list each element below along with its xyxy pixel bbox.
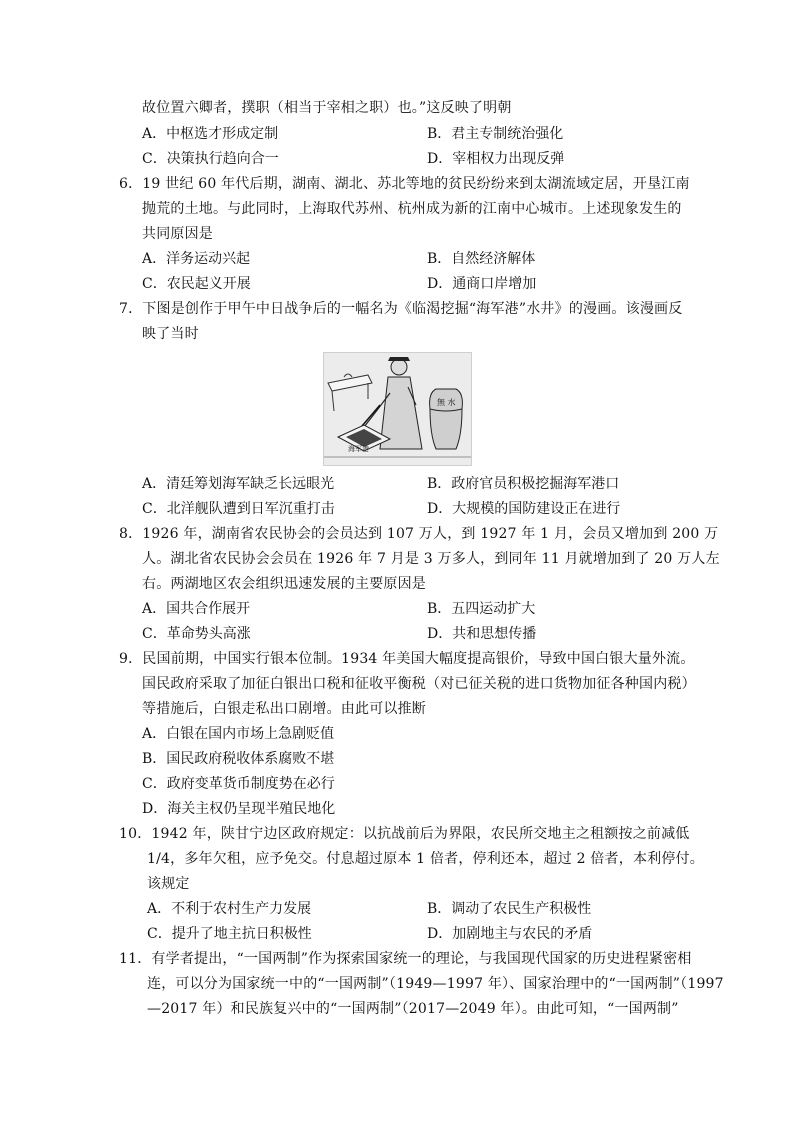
cartoon-illustration [324, 353, 471, 465]
q8-stem-line-2: 人。湖北省农民协会会员在 1926 年 7 月是 3 万多人，到同年 11 月就增加到了 20 万人左 [142, 551, 720, 567]
q9-stem-line-2: 国民政府采取了加征白银出口税和征收平衡税（对已征关税的进口货物加征各种国内税） [142, 676, 696, 692]
q6-option-d[interactable]: D．通商口岸增加 [427, 276, 537, 292]
q6-stem-line-1: 6．19 世纪 60 年代后期，湖南、湖北、苏北等地的贫民纷纷来到太湖流域定居，开垦江南 [119, 176, 690, 192]
q10-option-a[interactable]: A．不利于农村生产力发展 [147, 901, 312, 917]
q8-stem-line-3: 右。两湖地区农会组织迅速发展的主要原因是 [142, 576, 426, 592]
q10-stem-line-3: 该规定 [147, 876, 190, 892]
q5-option-a[interactable]: A．中枢选才形成定制 [142, 126, 279, 142]
q9-option-c[interactable]: C．政府变革货币制度势在必行 [142, 776, 335, 792]
q8-option-d[interactable]: D．共和思想传播 [427, 626, 537, 642]
q8-option-b[interactable]: B．五四运动扩大 [427, 601, 536, 617]
q5-stem-continuation: 故位置六卿者，撲职（相当于宰相之职）也。”这反映了明朝 [142, 100, 512, 116]
q7-option-b[interactable]: B．政府官员积极挖掘海军港口 [427, 476, 620, 492]
q6-option-c[interactable]: C．农民起义开展 [142, 276, 251, 292]
q5-option-d[interactable]: D．宰相权力出现反弹 [427, 151, 565, 167]
q7-option-c[interactable]: C．北洋舰队遭到日军沉重打击 [142, 501, 335, 517]
q9-option-a[interactable]: A．白银在国内市场上急剧贬值 [142, 726, 335, 742]
q10-option-d[interactable]: D．加剧地主与农民的矛盾 [427, 926, 593, 942]
q5-option-c[interactable]: C．决策执行趋向合一 [142, 151, 279, 167]
q9-stem-line-3: 等措施后，白银走私出口剧增。由此可以推断 [142, 701, 426, 717]
q7-option-a[interactable]: A．清廷筹划海军缺乏长远眼光 [142, 476, 335, 492]
q10-stem-line-2: 1/4，多年欠租，应予免交。付息超过原本 1 倍者，停利还本，超过 2 倍者，本利停付。 [147, 851, 704, 867]
q10-stem-line-1: 10．1942 年，陕甘宁边区政府规定：以抗战前后为界限，农民所交地主之租额按之前减低 [119, 826, 690, 842]
q5-option-b[interactable]: B．君主专制统治强化 [427, 126, 564, 142]
q11-stem-line-2: 连，可以分为国家统一中的“一国两制”（1949—1997 年）、国家治理中的“一国两制”（1997 [147, 976, 724, 992]
q8-option-a[interactable]: A．国共合作展开 [142, 601, 251, 617]
q10-option-c[interactable]: C．提升了地主抗日积极性 [147, 926, 312, 942]
q7-stem-line-1: 7．下图是创作于甲午中日战争后的一幅名为《临渴挖掘“海军港”水井》的漫画。该漫画反 [119, 301, 683, 317]
q10-option-b[interactable]: B．调动了农民生产积极性 [427, 901, 592, 917]
q11-stem-line-3: —2017 年）和民族复兴中的“一国两制”（2017—2049 年）。由此可知，“一国两制” [147, 1001, 679, 1017]
jar-label: 無 水 [437, 398, 456, 407]
q8-option-c[interactable]: C．革命势头高涨 [142, 626, 251, 642]
well-label: 海军港 [348, 445, 369, 453]
q11-stem-line-1: 11．有学者提出，“一国两制”作为探索国家统一的理论，与我国现代国家的历史进程紧密相 [119, 951, 692, 967]
q6-option-b[interactable]: B．自然经济解体 [427, 251, 536, 267]
q9-option-b[interactable]: B．国民政府税收体系腐败不堪 [142, 751, 335, 767]
q6-option-a[interactable]: A．洋务运动兴起 [142, 251, 251, 267]
cartoon-figure [323, 352, 472, 466]
q9-option-d[interactable]: D．海关主权仍呈现半殖民地化 [142, 801, 336, 817]
q8-stem-line-1: 8．1926 年，湖南省农民协会的会员达到 107 万人，到 1927 年 1 月，会员又增加到 200 万 [119, 526, 719, 542]
q6-stem-line-2: 抛荒的土地。与此同时，上海取代苏州、杭州成为新的江南中心城市。上述现象发生的 [142, 201, 682, 217]
q9-stem-line-1: 9．民国前期，中国实行银本位制。1934 年美国大幅度提高银价，导致中国白银大量外流。 [119, 651, 695, 667]
q6-stem-line-3: 共同原因是 [142, 226, 213, 242]
q7-stem-line-2: 映了当时 [142, 326, 199, 342]
q7-option-d[interactable]: D．大规模的国防建设正在进行 [427, 501, 621, 517]
